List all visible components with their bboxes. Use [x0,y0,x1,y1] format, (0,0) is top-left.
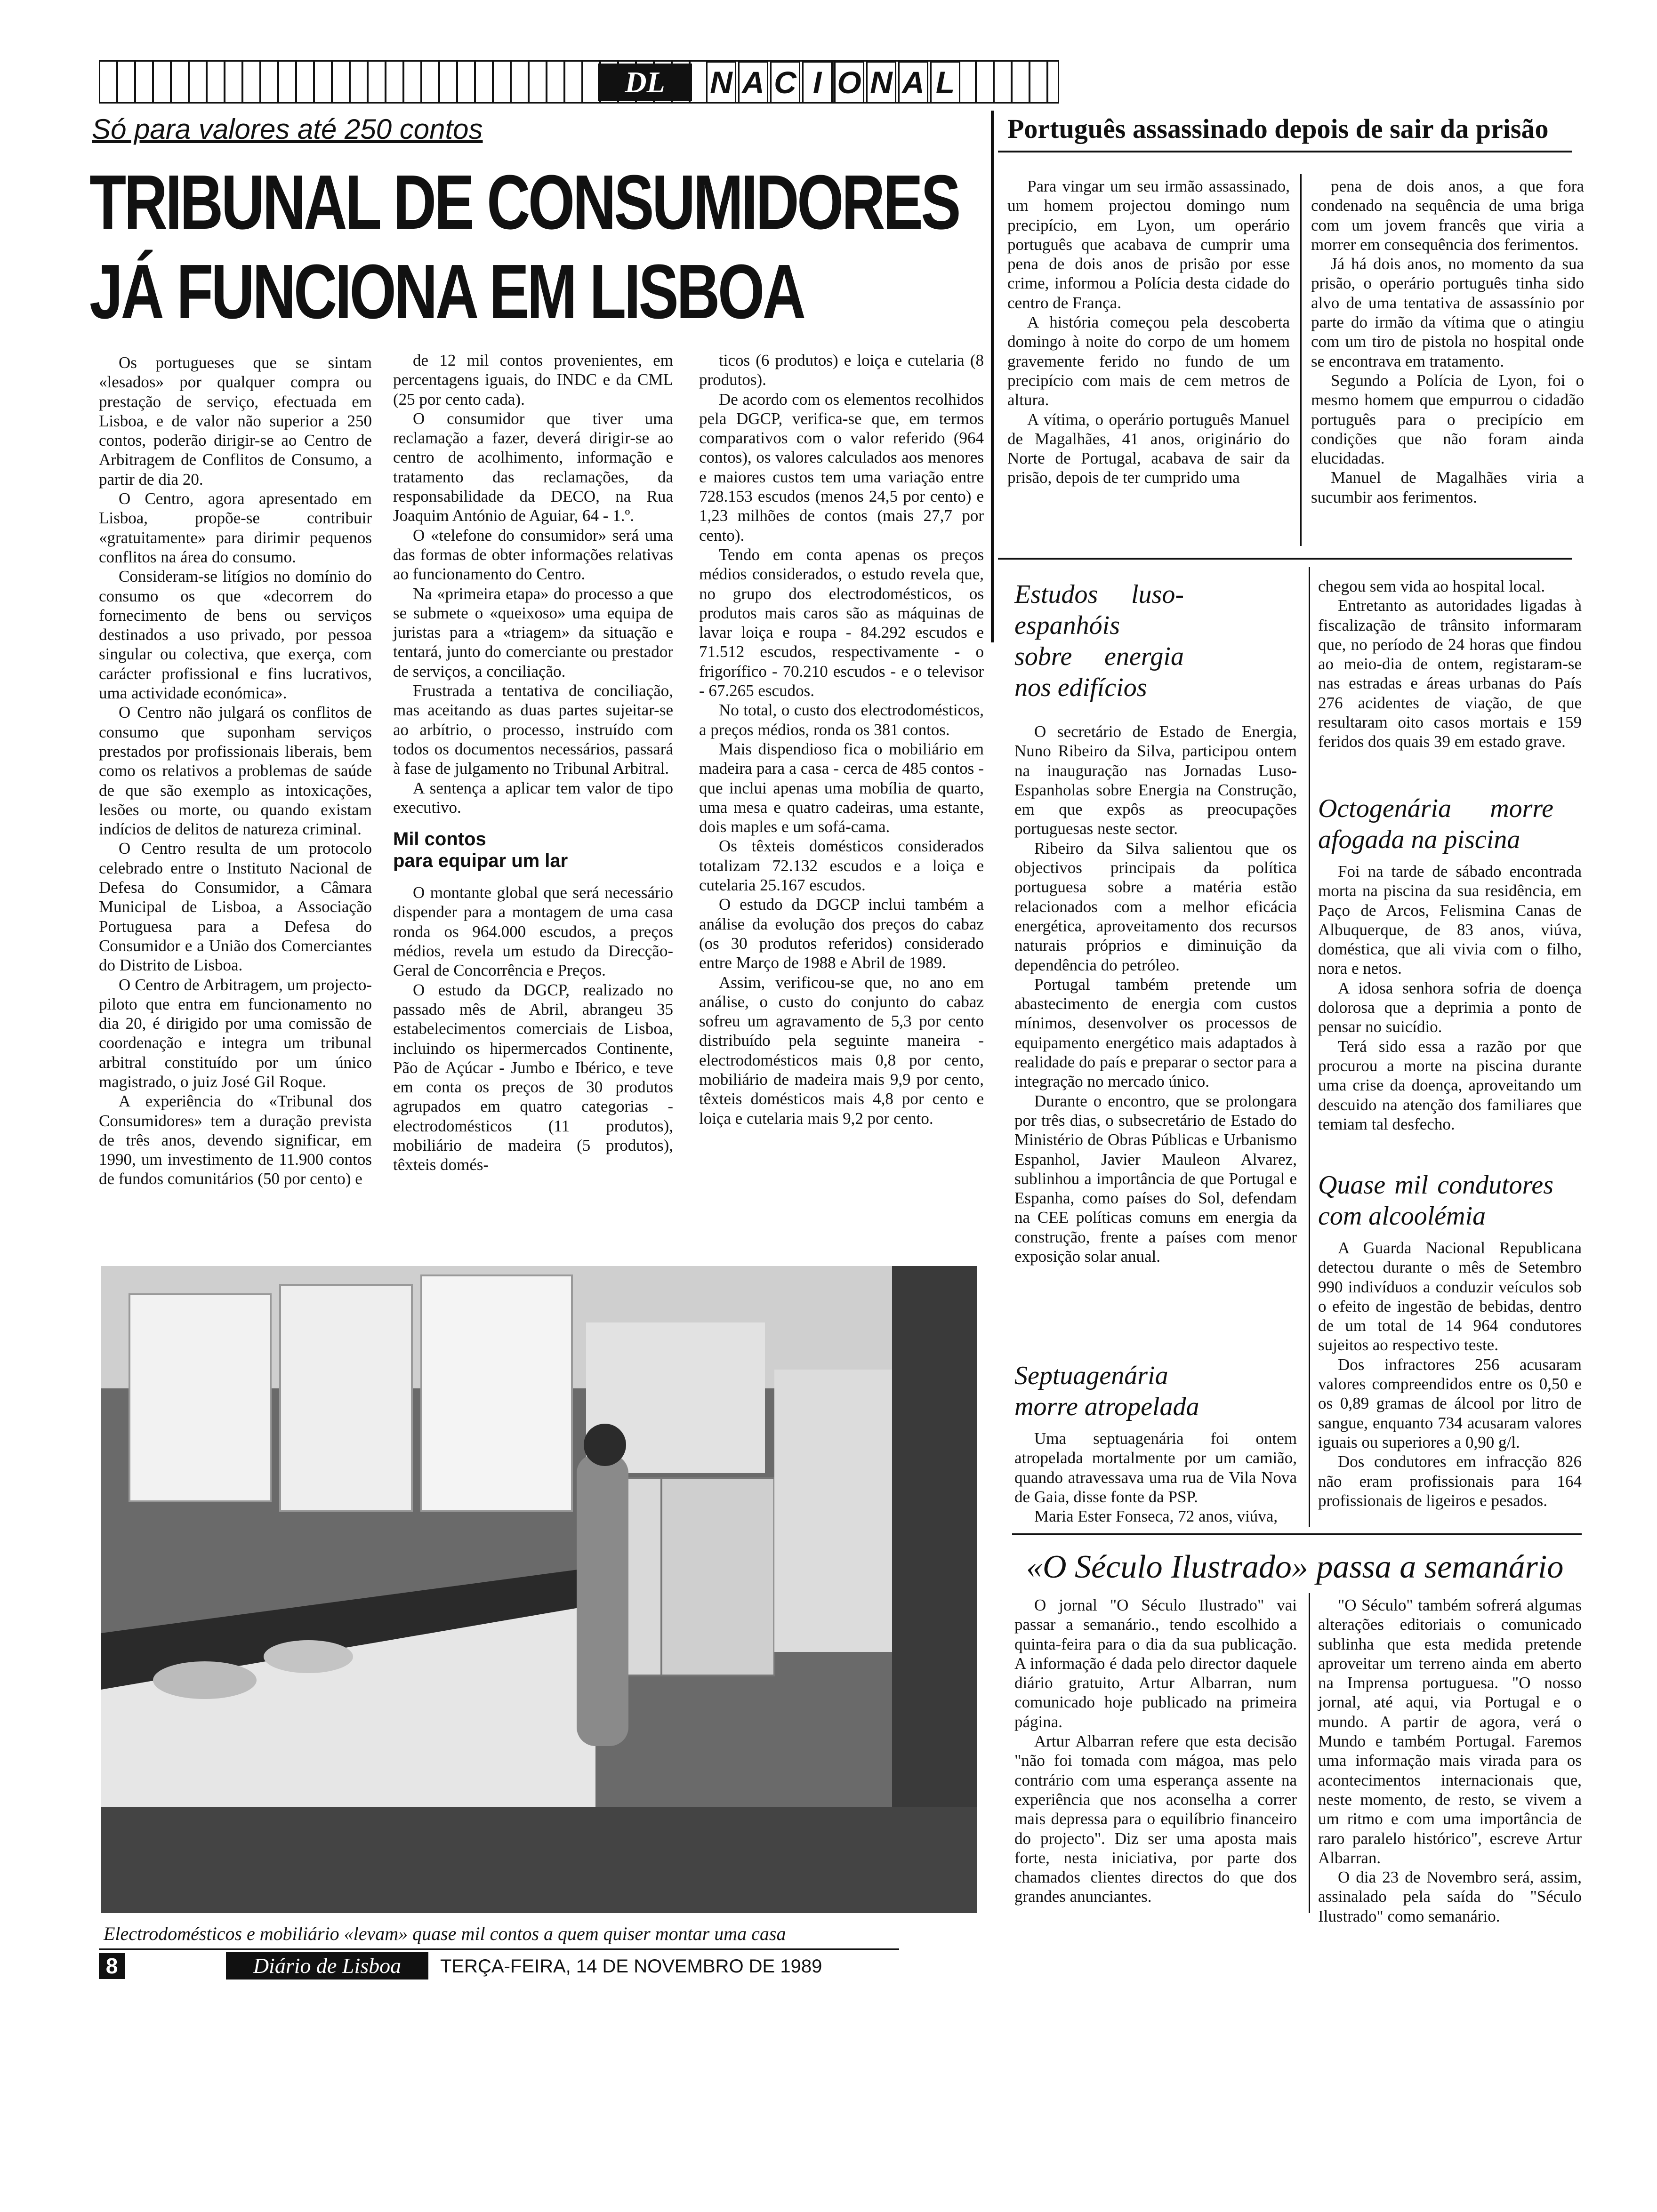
seculo-headline: «O Século Ilustrado» passa a semanário [1026,1549,1564,1585]
paragraph: "O Século" também sofrerá algumas alterações editoriais o comunicado sublinha que esta medida pretende aproveitar um terreno ainda em aberto na Imprensa portuguesa. "O nosso jornal, até aqui, via Portugal e o mundo. A partir de agora, verá o Mundo e também Portugal. Faremos uma informação mais virada para os acontecimentos internacionais que, neste momento, de resto, se vivem a um ritmo e com uma importância de raro paralelo histórico", escreve Artur Albarran. [1318,1596,1582,1867]
paragraph: Segundo a Polícia de Lyon, foi o mesmo homem que empurrou o cidadão português para o precipício em condições que não foram ainda elucidadas. [1311,371,1584,468]
section-letter: A [738,61,768,104]
paragraph: O dia 23 de Novembro será, assim, assinalado pela saída do "Século Ilustrado" como semanário. [1318,1868,1582,1925]
divider [998,558,1572,560]
paragraph: Foi na tarde de sábado encontrada morta na piscina da sua residência, em Paço de Arcos, Felismina Canas de Albuquerque, de 83 anos, viúva, doméstica, que ali vivia com o filho, nora e netos. [1318,862,1582,978]
masthead-logo: DL [598,64,692,101]
lead-headline [89,158,959,337]
section-letter: L [930,61,960,104]
paragraph: Ribeiro da Silva salientou que os objectivos principais da política portuguesa sobre a matéria estão relacionados com a melhor eficácia energética, aproveitamento dos recursos naturais próprios e diminuição da dependência do petróleo. [1014,839,1297,974]
condutores-headline: Quase mil condutores com alcoolémia [1318,1170,1553,1231]
page-number: 8 [99,1953,125,1979]
column-rule [991,111,994,642]
paragraph: Os portugueses que se sintam «lesados» por qualquer compra ou prestação de serviço, efectuada em Lisboa, e de valor não superior a 250 contos, poderão dirigir-se ao Centro de Arbitragem de Conflitos de Consumo, a partir de dia 20. [99,353,372,489]
paragraph: A experiência do «Tribunal dos Consumidores» tem a duração prevista de três anos, devendo significar, em 1990, um investimento de 11.900 contos de fundos comunitários (50 por cento) e [99,1092,372,1188]
paragraph: O estudo da DGCP, realizado no passado mês de Abril, abrangeu 35 estabelecimentos comerciais de Lisboa, incluindo os hipermercados Continente, Pão de Açúcar - Jumbo e Ibérico, e teve em conta os preços de 30 produtos agrupados em quatro categorias - electrodomésticos (11 produtos), mobiliário de madeira (5 produtos), têxteis domés- [393,980,673,1174]
section-letter: A [898,61,928,104]
paragraph: Assim, verificou-se que, no ano em análise, o custo do conjunto do cabaz sofreu um agravamento de 5,3 por cento distribuído pela seguinte maneira - electrodomésticos mais 0,8 por cento, mobiliário de madeira mais 9,9 por cento, têxteis domésticos mais 4,8 por cento e loiça e cutelaria mais 9,2 por cento. [699,973,984,1128]
seculo-column-1 [1014,1595,1297,1907]
paragraph: Os têxteis domésticos considerados totalizam 72.132 escudos e a loiça e cutelaria 25.167 escudos. [699,837,984,895]
section-letter: O [834,61,864,104]
paragraph: O consumidor que tiver uma reclamação a fazer, deverá dirigir-se ao centro de acolhimento, informação e tratamento das reclamações, da responsabilidade da DECO, na Rua Joaquim António de Aguiar, 64 - 1.º. [393,409,673,525]
paragraph: O «telefone do consumidor» será uma das formas de obter informações relativas ao funcionamento do Centro. [393,526,673,584]
paragraph: A história começou pela descoberta domingo à noite do corpo de um homem gravemente ferido no fundo de um precipício com mais de cem metros de altura. [1007,313,1290,409]
paragraph: A idosa senhora sofria de doença dolorosa que a deprimia a ponto de pensar no suicídio. [1318,978,1582,1036]
paragraph: Frustrada a tentativa de conciliação, mas aceitando as duas partes sujeitar-se ao arbítrio, o processo, instruído com todos os documentos necessários, passará à fase de julgamento no Tribunal Arbitral. [393,681,673,778]
paragraph: O secretário de Estado de Energia, Nuno Ribeiro da Silva, participou ontem na inauguração nas Jornadas Luso-Espanholas sobre Energia na Construção, em que expôs as preocupações portuguesas neste sector. [1014,722,1297,838]
paragraph: Manuel de Magalhães viria a sucumbir aos ferimentos. [1311,468,1584,506]
paragraph: Consideram-se litígios no domínio do consumo os que «decorrem do fornecimento de bens ou serviços destinados a uso privado, por pessoa singular ou colectiva, que exerça, com carácter profissional e fins lucrativos, uma actividade económica». [99,567,372,703]
lead-column-3 [699,351,984,1128]
condutores-article [1318,1170,1582,1510]
section-label [706,61,962,103]
paragraph: A Guarda Nacional Republicana detectou durante o mês de Setembro 990 indivíduos a conduzir veículos sob o efeito de ingestão de bebidas, dentro de um total de 14 964 condutores sujeitos ao respectivo teste. [1318,1239,1582,1354]
section-letter: C [770,61,800,104]
assassinado-column-2 [1311,176,1584,507]
paragraph: O jornal "O Século Ilustrado" vai passar a semanário., tendo escolhido a quinta-feira para o dia da sua publicação. A informação é dada pelo director daquele diário gratuito, Artur Albarran, num comunicado hoje publicado na primeira página. [1014,1596,1297,1731]
lead-column-1 [99,353,372,1189]
paragraph: Dos condutores em infracção 826 não eram profissionais para 164 profissionais de ligeiros e pesados. [1318,1452,1582,1510]
paragraph: de 12 mil contos provenientes, em percentagens iguais, do INDC e da CML (25 por cento cada). [393,351,673,409]
paragraph: pena de dois anos, a que fora condenado na sequência de uma briga com um jovem francês que viria a morrer em consequência dos ferimentos. [1311,177,1584,254]
column-rule [1309,567,1310,1527]
paragraph: Para vingar um seu irmão assassinado, um homem projectou domingo num precipício, em Lyon, um operário português que acabava de cumprir uma pena de dois anos de prisão por esse crime, informou a Polícia desta cidade do centro de França. [1007,177,1290,312]
paragraph: Durante o encontro, que se prolongara por três dias, o subsecretário de Estado do Ministério de Obras Públicas e Urbanismo Espanhol, Javier Mauleon Alvarez, sublinhou a importância de que Portugal e Espanha, como países do Sol, defendam na CEE políticas comuns em energia da construção, frente a países com menor exposição solar anual. [1014,1091,1297,1266]
divider [1012,1533,1582,1535]
paragraph: De acordo com os elementos recolhidos pela DGCP, verifica-se que, em termos comparativos com o valor referido (964 contos), os valores calculados aos menores e maiores custos tem uma variação entre 728.153 escudos (menos 24,5 por cento) e 1,23 milhões de contos (mais 27,7 por cento). [699,390,984,545]
subhead-line: Mil contos [393,829,486,850]
assassinado-headline: Português assassinado depois de sair da prisão [1007,113,1549,144]
paragraph: O montante global que será necessário dispender para a montagem de uma casa ronda os 964.000 escudos, a preços médios, revela um estudo da Direcção-Geral de Concorrência e Preços. [393,883,673,980]
paragraph: chegou sem vida ao hospital local. [1318,577,1545,595]
kitchen-photo [101,1266,977,1913]
octogenaria-article [1318,793,1582,1134]
footer-rule [99,1948,899,1950]
paragraph: Já há dois anos, no momento da sua prisão, o operário português tinha sido alvo de uma tentativa de assassínio por parte do irmão da vítima que o atingiu com um tiro de pistola no hospital onde se encontrava em tratamento. [1311,255,1584,370]
transito-article [1318,577,1582,752]
paragraph: O estudo da DGCP inclui também a análise da evolução dos preços do cabaz (os 30 produtos referidos) considerado entre Março de 1988 e Abril de 1989. [699,895,984,972]
paragraph: Mais dispendioso fica o mobiliário em madeira para a casa - cerca de 485 contos - que inclui apenas uma mobília de quarto, uma mesa e quatro cadeiras, uma estante, dois maples e um sofá-cama. [699,739,984,836]
paragraph: Terá sido essa a razão por que procurou a morte na piscina durante uma crise da doença, aproveitando um descuido na atenção dos familiares que temiam tal desfecho. [1318,1037,1582,1133]
section-letter: N [866,61,896,104]
paragraph: A sentença a aplicar tem valor de tipo executivo. [393,778,673,817]
paragraph: Tendo em conta apenas os preços médios considerados, o estudo revela que, no grupo dos electrodomésticos, os produtos mais caros são as máquinas de lavar loiça e roupa - 84.292 escudos e 71.512 escudos, respectivamente - o frigorífico - 70.210 escudos - e o televisor - 67.265 escudos. [699,545,984,700]
assassinado-column-1 [1007,176,1290,488]
paragraph: Uma septuagenária foi ontem atropelada mortalmente por um camião, quando atravessava uma rua de Vila Nova de Gaia, disse fonte da PSP. [1014,1429,1297,1506]
section-letter: I [802,61,832,104]
paragraph: Portugal também pretende um abastecimento de energia com custos mínimos, desenvolver os processos de equipamento energético mais adaptados à realidade do país e preparar o sector para a integração no mercado único. [1014,975,1297,1091]
lead-column-2 [393,351,673,1175]
subhead-line: para equipar um lar [393,850,568,872]
column-rule [1309,1593,1310,1913]
lead-subhead [393,828,673,872]
paragraph: A vítima, o operário português Manuel de Magalhães, 41 anos, originário do Norte de Portugal, acabava de sair da prisão, depois de ter cumprido uma [1007,410,1290,487]
paragraph: O Centro de Arbitragem, um projecto-piloto que entra em funcionamento no dia 20, é dirigido por uma comissão de coordenação e integra um tribunal arbitral constituído por um único magistrado, o juiz José Gil Roque. [99,975,372,1091]
paper-name: Diário de Lisboa [226,1952,428,1980]
divider [998,151,1572,152]
paragraph: Dos infractores 256 acusaram valores compreendidos entre os 0,50 e os 0,89 gramas de álcool por litro de sangue, enquanto 734 acusaram valores iguais ou superiores a 0,90 g/l. [1318,1355,1582,1451]
kitchen-illustration [101,1266,977,1913]
paragraph: ticos (6 produtos) e loiça e cutelaria (8 produtos). [699,351,984,389]
paragraph: Maria Ester Fonseca, 72 anos, viúva, [1034,1507,1278,1526]
seculo-column-2 [1318,1595,1582,1926]
paragraph: Artur Albarran refere que esta decisão "não foi tomada com mágoa, mas pelo contrário com uma esperança assente na experiência que nos aconselha a correr mais depressa para o equilíbrio financeiro do projecto". Diz ser uma aposta mais forte, nesta iniciativa, por parte dos chamados clientes directos do que dos grandes anunciantes. [1014,1732,1297,1906]
septuagenaria-article [1014,1360,1297,1526]
estudos-article [1014,579,1297,1266]
paragraph: Entretanto as autoridades ligadas à fiscalização de trânsito informaram que, no período de 24 horas que findou ao meio-dia de ontem, registaram-se nas estradas e áreas urbanas do País 276 acidentes de viação, de que resultaram oito casos mortais e 159 feridos dos quais 39 em estado grave. [1318,596,1582,751]
paragraph: O Centro não julgará os conflitos de consumo que suponham serviços prestados por profissionais liberais, bem como os relativos a problemas de saúde de que são exemplo as intoxicações, lesões ou morte, ou quando existam indícios de delitos de natureza criminal. [99,703,372,839]
lead-kicker: Só para valores até 250 contos [92,113,483,145]
photo-caption: Electrodomésticos e mobiliário «levam» quase mil contos a quem quiser montar uma casa [104,1923,786,1944]
column-rule [1300,174,1302,546]
section-letter: N [706,61,736,104]
paragraph: No total, o custo dos electrodomésticos, a preços médios, ronda os 381 contos. [699,701,984,739]
paragraph: Na «primeira etapa» do processo a que se submete o «queixoso» uma equipa de juristas para a «triagem» da situação e tentará, junto do comerciante ou prestador de serviços, a conciliação. [393,584,673,681]
headline-line: TRIBUNAL DE CONSUMIDORES [89,159,959,245]
octogenaria-headline: Octogenária morre afogada na piscina [1318,794,1553,854]
paragraph: O Centro resulta de um protocolo celebrado entre o Instituto Nacional de Defesa do Consumidor, a Câmara Municipal de Lisboa, a Associação Portuguesa para a Defesa do Consumidor e a União dos Comerciantes do Distrito de Lisboa. [99,839,372,975]
estudos-headline: Estudos luso-espanhóis sobre energia nos edifícios [1014,580,1184,702]
issue-date: TERÇA-FEIRA, 14 DE NOVEMBRO DE 1989 [440,1956,822,1977]
paragraph: O Centro, agora apresentado em Lisboa, propõe-se contribuir «gratuitamente» para dirimir pequenos conflitos na área do consumo. [99,489,372,566]
headline-line: JÁ FUNCIONA EM LISBOA [89,248,804,335]
septuagenaria-headline: Septuagenária morre atropelada [1014,1361,1199,1421]
